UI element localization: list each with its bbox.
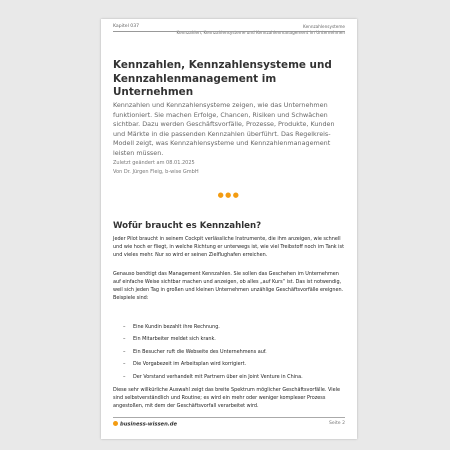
list-item-text: Ein Besucher ruft die Webseite des Unternehmens auf. [133,348,267,355]
bullet-marker: – [123,348,126,355]
header-subsection: Kennzahlen, Kennzahlensysteme und Kennzahlenmanagement im Unternehmen [176,29,345,35]
section-separator: ●●● [217,191,241,199]
paragraph-pilot: Jeder Pilot braucht in seinem Cockpit verlässliche Instrumente, die ihm anzeigen, wie schnell und wie hoch er fliegt, in welche Richtung er unterwegs ist, wie viel Treibstoff noch im Tank ist und vieles mehr. Nur so wird er seinen Zielflughafen erreichen. [113,236,345,258]
list-item [123,358,303,370]
list-item [123,346,303,358]
bullet-marker: – [123,336,126,343]
article-title: Kennzahlen, Kennzahlensysteme und Kennzahlenmanagement im Unternehmen [113,59,332,99]
paragraph-summary: Diese sehr willkürliche Auswahl zeigt das breite Spektrum möglicher Geschäftsvorfälle. Viele sind selbstverständlich und Routine; es wird ein mehr oder weniger komplexer Prozess angestoßen, mit dem der Geschäftsvorfall verarbeitet wird. [113,387,340,409]
footer-logo [113,421,177,428]
list-item-text: Eine Kundin bezahlt ihre Rechnung. [133,324,220,330]
footer-logo-text: business-wissen.de [120,421,177,428]
bullet-marker: – [123,373,126,380]
examples-list [123,321,303,383]
article-lead: Kennzahlen und Kennzahlensysteme zeigen, wie das Unternehmen funktioniert. Sie machen Erfolge, Chancen, Risiken und Schwächen sichtbar. Dazu werden Geschäftsvorfälle, Prozesse, Produkte, Kunden und Märkte in die passenden Kennzahlen überführt. Das Regelkreis-Modell zeigt, was Kennzahlensysteme und Kennzahlenmanagement leisten müssen. [113,101,335,157]
document-page [101,19,357,439]
header-divider [113,31,345,32]
list-item-text: Die Vorgabezeit im Arbeitsplan wird korrigiert. [133,361,247,368]
list-item [123,333,303,345]
header-section: Kennzahlensysteme [303,24,345,29]
bullet-marker: – [123,361,126,368]
logo-dot-icon [113,421,118,426]
author-line: Von Dr. Jürgen Fleig, b-wise GmbH [113,169,199,175]
list-item [123,371,303,383]
page-number: Seite 2 [328,421,345,426]
list-item-text: Der Vorstand verhandelt mit Partnern über ein Joint Venture in China. [133,373,303,380]
paragraph-management: Genauso benötigt das Management Kennzahlen. Sie sollen das Geschehen im Unternehmen auf einfache Weise sichtbar machen und anzeigen, ob alles „auf Kurs“ ist. Das ist notwendig, weil sich jeden Tag in großen und kleinen Unternehmen unzählige Geschäftsvorfälle ereignen. Beispiele sind: [113,271,344,301]
header-chapter: Kapitel 037 [113,24,140,29]
updated-date: Zuletzt geändert am 08.01.2025 [113,160,195,166]
section-heading: Wofür braucht es Kennzahlen? [113,221,262,231]
bullet-marker: – [123,324,126,330]
list-item [123,321,303,333]
list-item-text: Ein Mitarbeiter meldet sich krank. [133,336,216,343]
footer-divider [113,417,345,418]
